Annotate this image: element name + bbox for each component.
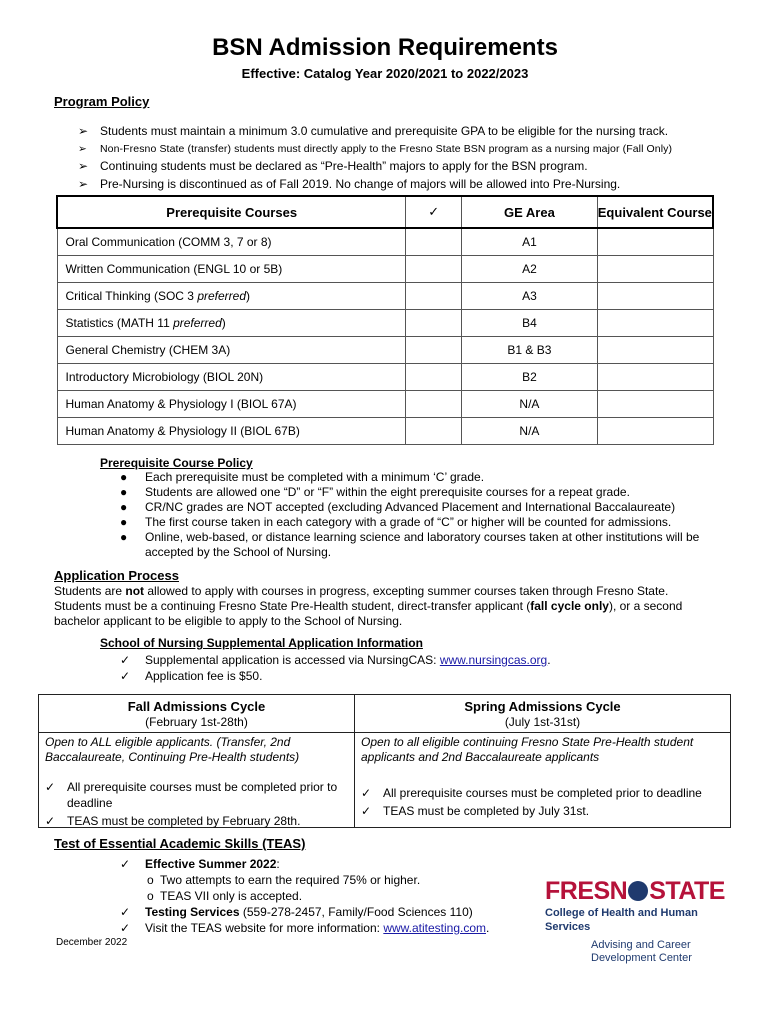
equivalent-cell[interactable] [597,336,713,363]
equivalent-cell[interactable] [597,255,713,282]
equivalent-cell[interactable] [597,309,713,336]
table-row [57,390,713,417]
equivalent-cell[interactable] [597,363,713,390]
list-item: ➢ Students must maintain a minimum 3.0 cumulative and prerequisite GPA to be eligible for the nursing track. [78,123,738,141]
checkmark-icon: ✓ [45,814,56,828]
course-cell: Human Anatomy & Physiology I (BIOL 67A) [57,390,406,417]
supplemental-list [120,652,551,684]
column-header-check: ✓ [406,196,462,228]
course-cell: Statistics (MATH 11 preferred) [57,309,406,336]
logo-college: College of Health and Human Services [545,907,698,933]
table-row [57,228,713,255]
list-item: ✓ TEAS must be completed by February 28th. [45,814,301,828]
list-item: ✓ Visit the TEAS website for more information: www.atitesting.com. [120,921,490,935]
spring-cycle-list [355,785,730,819]
check-cell[interactable] [406,255,462,282]
fall-cycle-column [39,695,355,827]
check-cell[interactable] [406,282,462,309]
checkmark-icon: ✓ [361,804,372,818]
check-cell[interactable] [406,228,462,255]
checkmark-icon: ✓ [120,653,131,667]
program-policy-list [78,123,738,193]
check-cell[interactable] [406,390,462,417]
supplemental-heading: School of Nursing Supplemental Application Information [100,636,423,650]
nursingcas-link[interactable]: www.nursingcas.org [439,653,548,667]
list-item: ● Students are allowed one “D” or “F” within the eight prerequisite courses for a repeat grade. [120,485,630,499]
fall-cycle-dates: (February 1st-28th) [145,715,248,729]
checkmark-icon: ✓ [45,780,56,794]
bullet-icon: ● [120,470,128,484]
atitesting-link[interactable]: www.atitesting.com [383,921,487,935]
application-process-heading: Application Process [54,568,179,583]
admission-cycles-table [38,694,731,828]
checkmark-icon: ✓ [120,669,131,683]
equivalent-cell[interactable] [597,417,713,444]
ge-area-cell: B1 & B3 [462,336,598,363]
equivalent-cell[interactable] [597,390,713,417]
bullet-icon: ● [120,500,128,514]
fresno-state-logo [545,878,735,965]
spring-cycle-header [355,695,730,733]
list-item: ✓ Effective Summer 2022: o Two attempts to earn the required 75% or higher. o TEAS VII only is accepted. [120,856,520,904]
table-row [57,363,713,390]
column-header-equivalent: Equivalent Course [597,196,713,228]
teas-heading: Test of Essential Academic Skills (TEAS) [54,836,306,851]
column-header-courses: Prerequisite Courses [57,196,406,228]
check-cell[interactable] [406,336,462,363]
ge-area-cell: B4 [462,309,598,336]
list-item: ➢ Continuing students must be declared as “Pre-Health” majors to apply for the BSN program. [78,158,738,176]
table-row [57,309,713,336]
list-item: ✓ All prerequisite courses must be completed prior to deadline [45,780,338,810]
spring-cycle-description: Open to all eligible continuing Fresno State Pre-Health student applicants and 2nd Baccalaureate applicants [361,735,694,764]
course-cell: Introductory Microbiology (BIOL 20N) [57,363,406,390]
table-header-row [57,196,713,228]
spring-cycle-title: Spring Admissions Cycle [464,699,621,714]
list-item: o Two attempts to earn the required 75% or higher. [147,873,421,887]
table-row [57,282,713,309]
list-item: ● Each prerequisite must be completed with a minimum ‘C’ grade. [120,470,485,484]
ge-area-cell: A3 [462,282,598,309]
page-title: BSN Admission Requirements [212,34,558,61]
fall-cycle-header [39,695,354,733]
list-item: o TEAS VII only is accepted. [147,889,303,903]
ge-area-cell: A2 [462,255,598,282]
check-cell[interactable] [406,309,462,336]
list-item: ✓ Application fee is $50. [120,669,263,683]
check-cell[interactable] [406,363,462,390]
ge-area-cell: A1 [462,228,598,255]
checkmark-icon: ✓ [120,921,131,935]
prerequisite-table [56,195,714,445]
bullet-icon: ● [120,515,128,529]
seal-icon [628,881,648,901]
page-subtitle: Effective: Catalog Year 2020/2021 to 2022/2023 [241,66,529,81]
checkmark-icon: ✓ [361,786,372,800]
list-item: ● The first course taken in each category with a grade of “C” or higher will be counted for admissions. [120,515,672,529]
course-cell: Critical Thinking (SOC 3 preferred) [57,282,406,309]
bullet-icon: ● [120,485,128,499]
list-item: ✓ TEAS must be completed by July 31st. [361,804,590,818]
teas-sub-list [145,872,520,904]
teas-list [120,856,520,936]
table-row [57,336,713,363]
circle-bullet-icon: o [147,873,154,887]
spring-cycle-column [355,695,730,827]
arrow-bullet-icon: ➢ [78,142,87,155]
equivalent-cell[interactable] [597,228,713,255]
arrow-bullet-icon: ➢ [78,159,89,173]
list-item: ➢ Non-Fresno State (transfer) students must directly apply to the Fresno State BSN program as a nursing major (Fall Only) [78,141,738,159]
application-process-text: Students are not allowed to apply with courses in progress, excepting summer courses taken through Fresno State. Students must be a continuing Fresno State Pre-Health student, direct-transfer applicant (fall cycle only), or a second bachelor applicant to be eligible to apply to the School of Nursing. [54,584,683,628]
list-item: ✓ Testing Services (559-278-2457, Family/Food Sciences 110) [120,905,473,919]
column-header-ge-area: GE Area [462,196,598,228]
list-item: ✓ All prerequisite courses must be completed prior to deadline [361,786,702,800]
footer-date: December 2022 [56,937,128,948]
logo-wordmark: FRESN STATE [545,877,725,905]
list-item: ➢ Pre-Nursing is discontinued as of Fall 2019. No change of majors will be allowed into Pre-Nursing. [78,176,738,194]
checkmark-icon: ✓ [120,857,131,871]
fall-cycle-list [39,779,354,829]
arrow-bullet-icon: ➢ [78,124,89,138]
fall-cycle-title: Fall Admissions Cycle [127,699,266,714]
prereq-policy-list [120,470,720,560]
ge-area-cell: N/A [462,390,598,417]
spring-cycle-dates: (July 1st-31st) [504,715,581,729]
check-cell[interactable] [406,417,462,444]
list-item: ✓ Supplemental application is accessed via NursingCAS: www.nursingcas.org. [120,653,551,667]
list-item: ● Online, web-based, or distance learning science and laboratory courses taken at other institutions will be accepted by the School of Nursing. [120,530,700,559]
checkmark-icon: ✓ [120,905,131,919]
program-policy-heading: Program Policy [54,94,150,109]
arrow-bullet-icon: ➢ [78,176,89,191]
table-row [57,255,713,282]
prereq-policy-heading: Prerequisite Course Policy [100,456,253,470]
bullet-icon: ● [120,530,128,544]
table-row [57,417,713,444]
course-cell: Oral Communication (COMM 3, 7 or 8) [57,228,406,255]
course-cell: General Chemistry (CHEM 3A) [57,336,406,363]
ge-area-cell: N/A [462,417,598,444]
course-cell: Human Anatomy & Physiology II (BIOL 67B) [57,417,406,444]
list-item: ● CR/NC grades are NOT accepted (excluding Advanced Placement and International Baccalaureate) [120,500,676,514]
fall-cycle-description: Open to ALL eligible applicants. (Transfer, 2nd Baccalaureate, Continuing Pre-Health students) [45,735,300,764]
circle-bullet-icon: o [147,889,154,903]
ge-area-cell: B2 [462,363,598,390]
course-cell: Written Communication (ENGL 10 or 5B) [57,255,406,282]
equivalent-cell[interactable] [597,282,713,309]
logo-department: Advising and Career Development Center [591,939,692,964]
